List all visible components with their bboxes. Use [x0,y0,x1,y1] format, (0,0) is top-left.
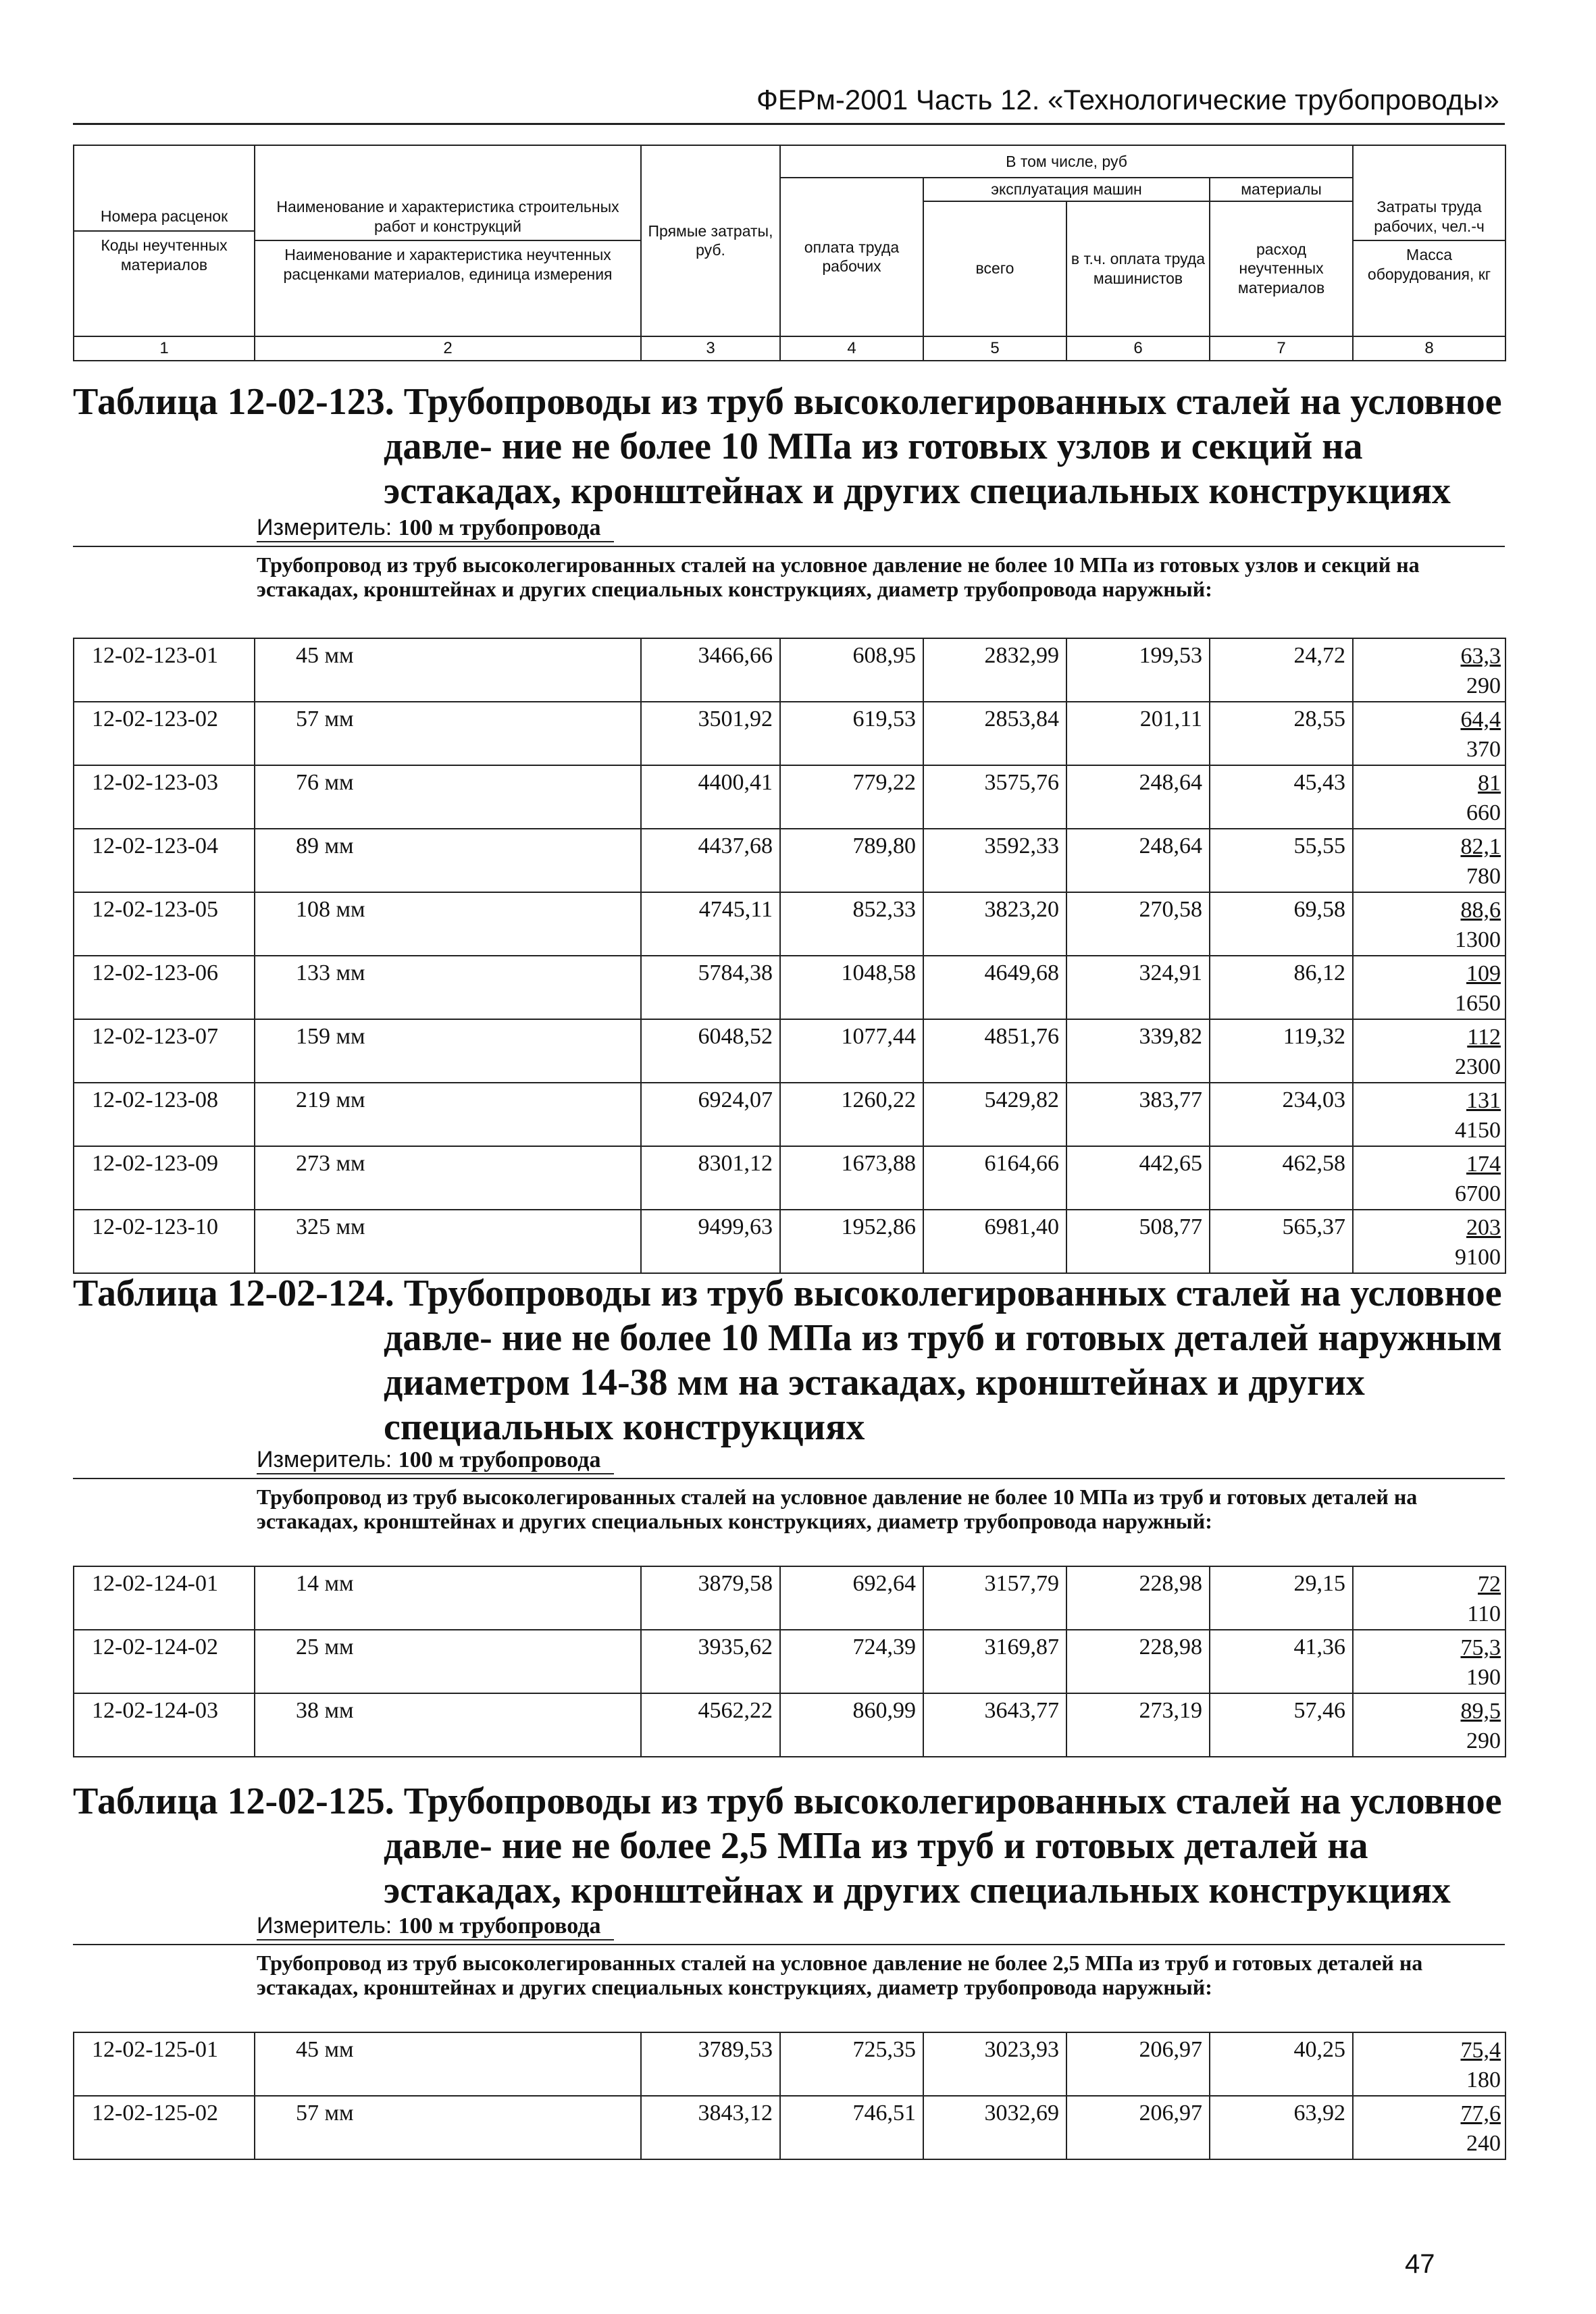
machinist-cost-cell: 199,53 [1066,638,1210,702]
material-cost-cell: 57,46 [1210,1693,1353,1757]
header-divider [74,230,254,232]
pipe-diameter-cell: 14 мм [255,1566,641,1630]
labor-hours-mass-cell [1353,702,1505,765]
unit-of-measure [257,1913,614,1940]
section-rule [73,546,1505,547]
equipment-mass-value: 660 [1466,800,1501,825]
labor-hours-value: 203 [1466,1215,1501,1240]
direct-costs-cell: 9499,63 [641,1210,780,1273]
col-number: 3 [641,336,780,361]
equipment-mass-value: 180 [1466,2067,1501,2092]
col-number: 2 [255,336,641,361]
material-cost-cell: 24,72 [1210,638,1353,702]
rate-code-cell: 12-02-124-02 [74,1630,255,1693]
meter-value: 100 м трубопровода [398,515,601,540]
labor-hours-value: 112 [1467,1025,1501,1050]
labor-hours-mass-cell [1353,892,1505,956]
col-number: 4 [780,336,923,361]
table-title [73,380,1512,513]
rate-code-cell: 12-02-123-03 [74,765,255,829]
machinist-cost-cell: 508,77 [1066,1210,1210,1273]
direct-costs-cell: 6924,07 [641,1083,780,1146]
labor-hours-mass-cell [1353,765,1505,829]
rates-table [73,2032,1506,2160]
col-number: 6 [1066,336,1210,361]
col-labor-hours-label: Затраты труда рабочих, чел.-ч [1374,197,1485,235]
material-cost-cell: 29,15 [1210,1566,1353,1630]
rate-code-cell: 12-02-123-02 [74,702,255,765]
machinist-cost-cell: 248,64 [1066,765,1210,829]
labor-hours-value: 72 [1478,1572,1501,1597]
material-cost-cell: 119,32 [1210,1019,1353,1083]
labor-hours-value: 77,6 [1460,2101,1501,2126]
machinist-cost-cell: 228,98 [1066,1566,1210,1630]
table-title-continuation: ние не более 2,5 МПа из труб и готовых деталей на эстакадах, кронштейнах и других специальных конструкциях [384,1825,1451,1911]
material-cost-cell: 41,36 [1210,1630,1353,1693]
machines-header: эксплуатация машин [923,178,1210,201]
col-codes-bottom-label: Коды неучтенных материалов [101,236,228,274]
equipment-mass-value: 4150 [1455,1118,1501,1143]
col-name-header [255,145,641,336]
rate-code-cell: 12-02-125-02 [74,2096,255,2159]
labor-cost-cell: 724,39 [780,1630,923,1693]
meter-label: Измеритель: [257,1447,392,1472]
col-number: 1 [74,336,255,361]
col-machinists-header: в т.ч. оплата труда машинистов [1066,201,1210,336]
labor-cost-cell: 1048,58 [780,956,923,1019]
material-cost-cell: 63,92 [1210,2096,1353,2159]
machine-cost-cell: 3575,76 [923,765,1066,829]
machinist-cost-cell: 201,11 [1066,702,1210,765]
table-row [74,638,1505,702]
unit-of-measure [257,515,614,542]
direct-costs-cell: 8301,12 [641,1146,780,1210]
col-number: 5 [923,336,1066,361]
rate-code-cell: 12-02-123-10 [74,1210,255,1273]
direct-costs-cell: 3879,58 [641,1566,780,1630]
section-rule [73,1478,1505,1479]
table-title-line: Таблица 12-02-125. Трубопроводы из труб высоколегированных сталей на условное давле- [73,1780,1502,1867]
rate-code-cell: 12-02-124-03 [74,1693,255,1757]
rate-code-cell: 12-02-123-04 [74,829,255,892]
table-row [74,892,1505,956]
rate-code-cell: 12-02-123-05 [74,892,255,956]
material-cost-cell: 45,43 [1210,765,1353,829]
equipment-mass-value: 290 [1466,673,1501,698]
table-row [74,1693,1505,1757]
header-divider [1354,240,1505,241]
direct-costs-cell: 6048,52 [641,1019,780,1083]
labor-cost-cell: 746,51 [780,2096,923,2159]
direct-costs-cell: 3789,53 [641,2032,780,2096]
equipment-mass-value: 370 [1466,737,1501,762]
labor-hours-value: 89,5 [1460,1699,1501,1724]
labor-hours-mass-cell [1353,956,1505,1019]
labor-hours-mass-cell [1353,1566,1505,1630]
labor-hours-value: 174 [1466,1152,1501,1177]
machine-cost-cell: 5429,82 [923,1083,1066,1146]
meter-label: Измеритель: [257,515,392,540]
table-title-continuation: ние не более 10 МПа из труб и готовых деталей наружным диаметром 14-38 мм на эстакадах, кронштейнах и других специальных конструкциях [384,1317,1502,1448]
labor-cost-cell: 608,95 [780,638,923,702]
rate-code-cell: 12-02-123-01 [74,638,255,702]
table-title-line: Таблица 12-02-123. Трубопроводы из труб высоколегированных сталей на условное давле- [73,381,1502,467]
table-row [74,1019,1505,1083]
work-description: Трубопровод из труб высоколегированных сталей на условное давление не более 10 МПа из труб и готовых деталей на эстакадах, кронштейнах и других специальных конструкциях, диаметр трубопровода наружный: [257,1485,1418,1533]
equipment-mass-value: 780 [1466,864,1501,889]
machine-cost-cell: 6164,66 [923,1146,1066,1210]
direct-costs-cell: 3935,62 [641,1630,780,1693]
labor-cost-cell: 1077,44 [780,1019,923,1083]
table-row [74,702,1505,765]
meter-value: 100 м трубопровода [398,1913,601,1938]
pipe-diameter-cell: 133 мм [255,956,641,1019]
pipe-diameter-cell: 159 мм [255,1019,641,1083]
table-row [74,1083,1505,1146]
labor-hours-value: 75,4 [1460,2038,1501,2063]
machine-cost-cell: 6981,40 [923,1210,1066,1273]
direct-costs-cell: 3466,66 [641,638,780,702]
pipe-diameter-cell: 57 мм [255,2096,641,2159]
pipe-diameter-cell: 89 мм [255,829,641,892]
labor-hours-mass-cell [1353,638,1505,702]
col-machines-total-header: всего [923,201,1066,336]
group-header: В том числе, руб [780,145,1353,178]
material-cost-cell: 55,55 [1210,829,1353,892]
labor-hours-mass-cell [1353,1019,1505,1083]
col-direct-header: Прямые затраты, руб. [641,145,780,336]
labor-cost-cell: 725,35 [780,2032,923,2096]
machine-cost-cell: 3592,33 [923,829,1066,892]
rates-table [73,1566,1506,1757]
labor-hours-value: 75,3 [1460,1635,1501,1660]
table-title-continuation: ние не более 10 МПа из готовых узлов и секций на эстакадах, кронштейнах и других специальных конструкциях [384,426,1451,512]
pipe-diameter-cell: 76 мм [255,765,641,829]
labor-hours-value: 109 [1466,961,1501,986]
table-title-line: Таблица 12-02-124. Трубопроводы из труб высоколегированных сталей на условное давле- [73,1272,1502,1359]
direct-costs-cell: 4400,41 [641,765,780,829]
material-cost-cell: 565,37 [1210,1210,1353,1273]
material-cost-cell: 69,58 [1210,892,1353,956]
col-codes-header [74,145,255,336]
pipe-diameter-cell: 273 мм [255,1146,641,1210]
rate-code-cell: 12-02-125-01 [74,2032,255,2096]
pipe-diameter-cell: 38 мм [255,1693,641,1757]
pipe-diameter-cell: 57 мм [255,702,641,765]
machine-cost-cell: 4649,68 [923,956,1066,1019]
table-row [74,765,1505,829]
labor-hours-value: 82,1 [1460,834,1501,859]
col-number: 7 [1210,336,1353,361]
labor-hours-mass-cell [1353,1146,1505,1210]
labor-cost-cell: 692,64 [780,1566,923,1630]
labor-hours-value: 88,6 [1460,898,1501,923]
direct-costs-cell: 4745,11 [641,892,780,956]
work-description: Трубопровод из труб высоколегированных сталей на условное давление не более 2,5 МПа из труб и готовых деталей на эстакадах, кронштейнах и других специальных конструкциях, диаметр трубопровода наружный: [257,1951,1423,1999]
labor-hours-mass-cell [1353,1083,1505,1146]
machine-cost-cell: 2853,84 [923,702,1066,765]
material-cost-cell: 86,12 [1210,956,1353,1019]
machinist-cost-cell: 206,97 [1066,2096,1210,2159]
materials-header: материалы [1210,178,1353,201]
machinist-cost-cell: 228,98 [1066,1630,1210,1693]
material-cost-cell: 462,58 [1210,1146,1353,1210]
machine-cost-cell: 4851,76 [923,1019,1066,1083]
page-number: 47 [1405,2249,1435,2279]
labor-hours-value: 63,3 [1460,644,1501,669]
labor-hours-value: 131 [1466,1088,1501,1113]
material-cost-cell: 40,25 [1210,2032,1353,2096]
equipment-mass-value: 2300 [1455,1054,1501,1079]
labor-hours-mass-cell [1353,2096,1505,2159]
labor-cost-cell: 779,22 [780,765,923,829]
labor-hours-mass-cell [1353,2032,1505,2096]
machinist-cost-cell: 248,64 [1066,829,1210,892]
header-divider [255,240,640,241]
table-row [74,1146,1505,1210]
table-row [74,1630,1505,1693]
labor-cost-cell: 619,53 [780,702,923,765]
machine-cost-cell: 3823,20 [923,892,1066,956]
table-row [74,2032,1505,2096]
col-materials-header: расход неучтенных материалов [1210,201,1353,336]
rate-code-cell: 12-02-123-07 [74,1019,255,1083]
machinist-cost-cell: 270,58 [1066,892,1210,956]
table-row [74,829,1505,892]
pipe-diameter-cell: 45 мм [255,638,641,702]
col-labor-header: оплата труда рабочих [780,178,923,336]
labor-hours-mass-cell [1353,829,1505,892]
running-header: ФЕРм-2001 Часть 12. «Технологические трубопроводы» [756,84,1499,115]
machinist-cost-cell: 324,91 [1066,956,1210,1019]
col-name-top-label: Наименование и характеристика строительных работ и конструкций [276,197,619,235]
table-row [74,1566,1505,1630]
equipment-mass-value: 6700 [1455,1181,1501,1206]
section-rule [73,1944,1505,1945]
labor-cost-cell: 1952,86 [780,1210,923,1273]
equipment-mass-value: 9100 [1455,1245,1501,1270]
table-title [73,1271,1512,1449]
table-row [74,1210,1505,1273]
pipe-diameter-cell: 219 мм [255,1083,641,1146]
machine-cost-cell: 3169,87 [923,1630,1066,1693]
direct-costs-cell: 4562,22 [641,1693,780,1757]
col-labor-hours-header [1353,145,1505,336]
equipment-mass-value: 190 [1466,1665,1501,1690]
rates-table [73,638,1506,1274]
machinist-cost-cell: 383,77 [1066,1083,1210,1146]
rate-code-cell: 12-02-123-06 [74,956,255,1019]
direct-costs-cell: 5784,38 [641,956,780,1019]
labor-hours-value: 64,4 [1460,707,1501,732]
meter-label: Измеритель: [257,1913,392,1938]
material-cost-cell: 28,55 [1210,702,1353,765]
material-cost-cell: 234,03 [1210,1083,1353,1146]
machine-cost-cell: 3643,77 [923,1693,1066,1757]
machinist-cost-cell: 273,19 [1066,1693,1210,1757]
machine-cost-cell: 3032,69 [923,2096,1066,2159]
direct-costs-cell: 3843,12 [641,2096,780,2159]
labor-hours-mass-cell [1353,1210,1505,1273]
labor-hours-value: 81 [1478,771,1501,796]
equipment-mass-value: 110 [1467,1601,1501,1626]
equipment-mass-value: 290 [1466,1728,1501,1753]
meter-value: 100 м трубопровода [398,1447,601,1472]
col-mass-label: Масса оборудования, кг [1367,246,1491,284]
col-number: 8 [1353,336,1505,361]
rate-code-cell: 12-02-123-09 [74,1146,255,1210]
pipe-diameter-cell: 25 мм [255,1630,641,1693]
machinist-cost-cell: 206,97 [1066,2032,1210,2096]
machinist-cost-cell: 442,65 [1066,1146,1210,1210]
pipe-diameter-cell: 325 мм [255,1210,641,1273]
unit-of-measure [257,1447,614,1474]
header-rule [73,123,1505,125]
equipment-mass-value: 1650 [1455,991,1501,1016]
labor-cost-cell: 789,80 [780,829,923,892]
column-header-table [73,145,1506,361]
col-codes-top-label: Номера расценок [100,207,228,226]
labor-cost-cell: 1673,88 [780,1146,923,1210]
rate-code-cell: 12-02-124-01 [74,1566,255,1630]
table-row [74,956,1505,1019]
table-row [74,2096,1505,2159]
table-title [73,1779,1512,1913]
machine-cost-cell: 2832,99 [923,638,1066,702]
rate-code-cell: 12-02-123-08 [74,1083,255,1146]
labor-hours-mass-cell [1353,1630,1505,1693]
direct-costs-cell: 4437,68 [641,829,780,892]
machinist-cost-cell: 339,82 [1066,1019,1210,1083]
pipe-diameter-cell: 108 мм [255,892,641,956]
machine-cost-cell: 3023,93 [923,2032,1066,2096]
labor-cost-cell: 852,33 [780,892,923,956]
labor-cost-cell: 860,99 [780,1693,923,1757]
equipment-mass-value: 240 [1466,2131,1501,2156]
direct-costs-cell: 3501,92 [641,702,780,765]
work-description: Трубопровод из труб высоколегированных сталей на условное давление не более 10 МПа из готовых узлов и секций на эстакадах, кронштейнах и других специальных конструкциях, диаметр трубопровода наружный: [257,552,1420,601]
machine-cost-cell: 3157,79 [923,1566,1066,1630]
pipe-diameter-cell: 45 мм [255,2032,641,2096]
equipment-mass-value: 1300 [1455,927,1501,952]
labor-hours-mass-cell [1353,1693,1505,1757]
labor-cost-cell: 1260,22 [780,1083,923,1146]
col-name-bottom-label: Наименование и характеристика неучтенных расценками материалов, единица измерения [283,246,613,284]
